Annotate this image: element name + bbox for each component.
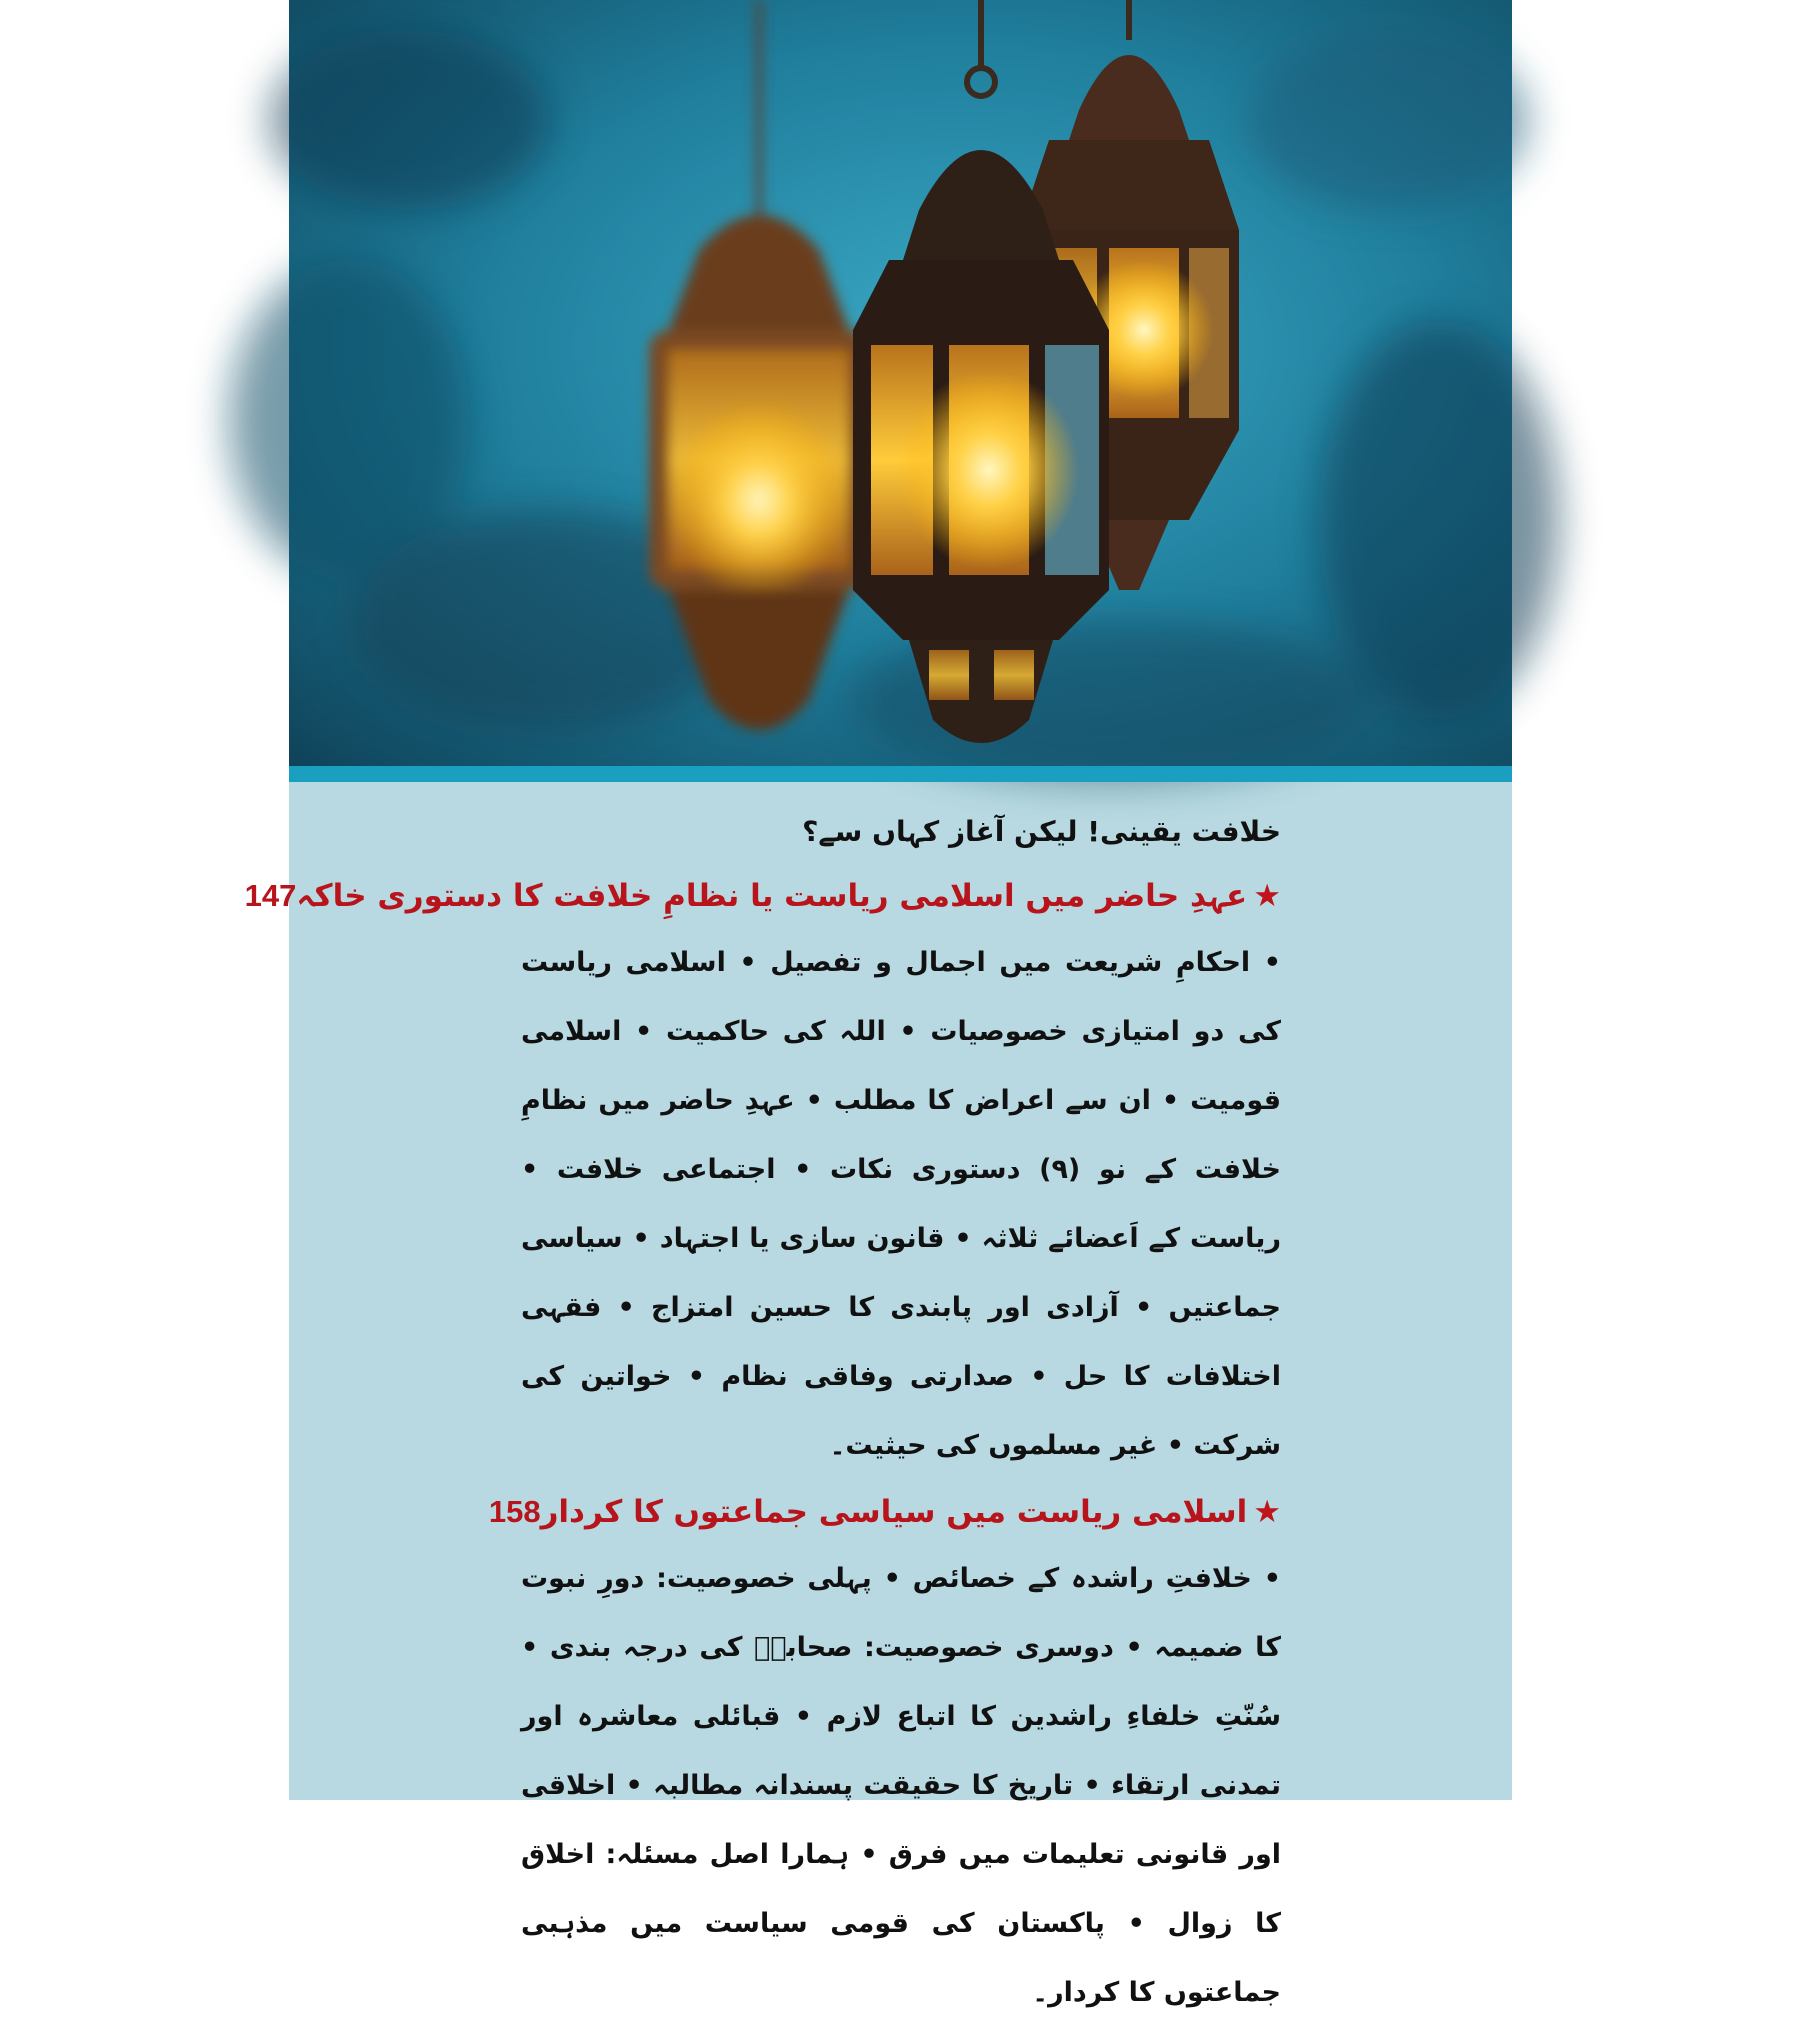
chapter-heading-2 (488, 1480, 1281, 1544)
page (244, 0, 1512, 2008)
chapter-title: اسلامی ریاست میں سیاسی جماعتوں کا کردار (540, 1494, 1248, 1530)
chapter-heading-1 (244, 864, 1281, 928)
star-icon: ★ (1253, 1494, 1281, 1530)
chapter-topics: • احکامِ شریعت میں اجمال و تفصیل • اسلامی ریاست کی دو امتیازی خصوصیات • اللہ کی حاکمیت • اسلامی قومیت • ان سے اعراض کا مطلب • عہدِ حاضر میں نظامِ خلافت کے نو (۹) دستوری نکات • اجتماعی خلافت • ریاست کے اَعضائے ثلاثہ • قانون سازی یا اجتہاد • سیاسی جماعتیں • آزادی اور پابندی کا حسین امتزاج • فقہی اختلافات کا حل • صدارتی وفاقی نظام • خواتین کی شرکت • غیر مسلموں کی حیثیت۔ (521, 947, 1281, 1461)
section-subtitle: خلافت یقینی! لیکن آغاز کہاں سے؟ (802, 815, 1281, 848)
contents-list (244, 800, 1281, 2027)
page-number: 147 (244, 878, 297, 913)
chapter-topics: • خلافتِ راشدہ کے خصائص • پہلی خصوصیت: دورِ نبوت کا ضمیمہ • دوسری خصوصیت: صحابہؓ کی درجہ بندی • سُنّتِ خلفاءِ راشدین کا اتباع لازم • قبائلی معاشرہ اور تمدنی ارتقاء • تاریخ کا حقیقت پسندانہ مطالبہ • اخلاقی اور قانونی تعلیمات میں فرق • ہمارا اصل مسئلہ: اخلاق کا زوال • پاکستان کی قومی سیاست میں مذہبی جماعتوں کا کردار۔ (521, 1563, 1281, 2008)
lanterns-image (289, 0, 1512, 766)
star-icon: ★ (1253, 878, 1281, 914)
chapter-title: عہدِ حاضر میں اسلامی ریاست یا نظامِ خلافت کا دستوری خاکہ (296, 878, 1248, 914)
accent-band (289, 766, 1512, 782)
lanterns-illustration (289, 0, 1512, 766)
page-number: 158 (488, 1494, 541, 1529)
